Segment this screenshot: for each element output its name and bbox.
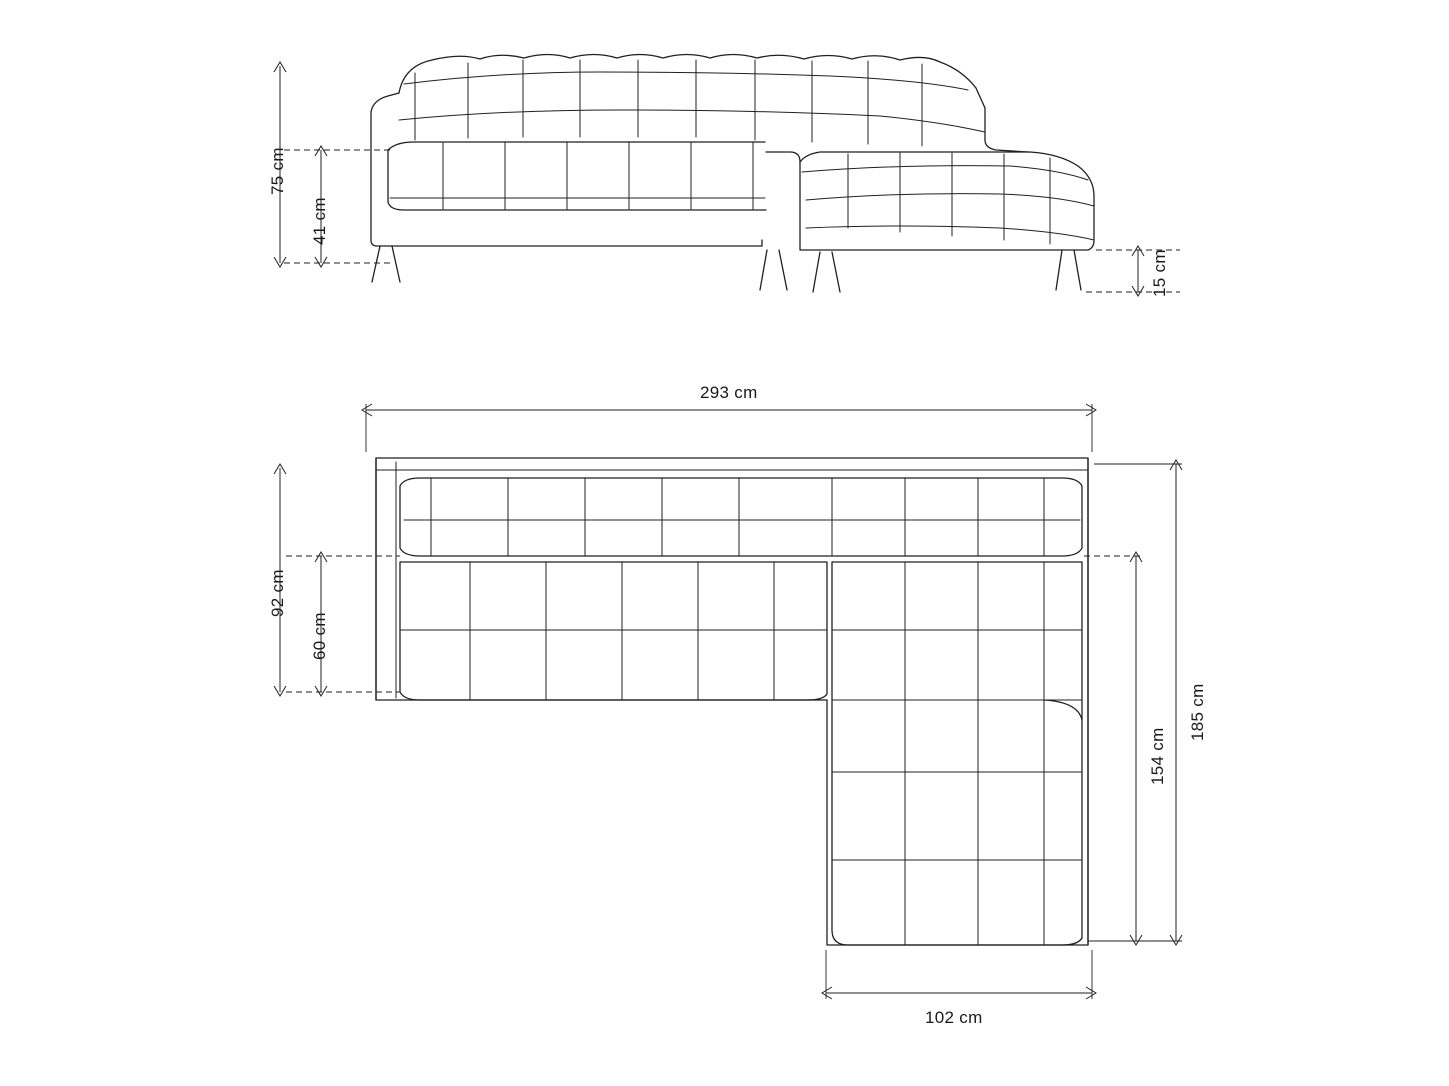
- dimension-label-depth-seat-inner: 60 cm: [310, 612, 329, 660]
- dimension-label-depth-total: 185 cm: [1188, 683, 1207, 741]
- dimension-label-depth-chaise: 154 cm: [1148, 727, 1167, 785]
- dimension-label-seat-height: 41 cm: [310, 197, 329, 245]
- top-view-dimensions: [274, 404, 1182, 999]
- dimension-label-width-total: 293 cm: [700, 383, 758, 402]
- dimension-label-width-chaise: 102 cm: [925, 1008, 983, 1027]
- dimension-label-leg-height: 15 cm: [1150, 249, 1169, 297]
- side-elevation-sofa: [371, 55, 1094, 293]
- top-plan-sofa: [376, 458, 1088, 945]
- dimension-label-height-total: 75 cm: [268, 147, 287, 195]
- side-view-dimensions: [274, 62, 1180, 296]
- dimension-label-depth-seat: 92 cm: [268, 569, 287, 617]
